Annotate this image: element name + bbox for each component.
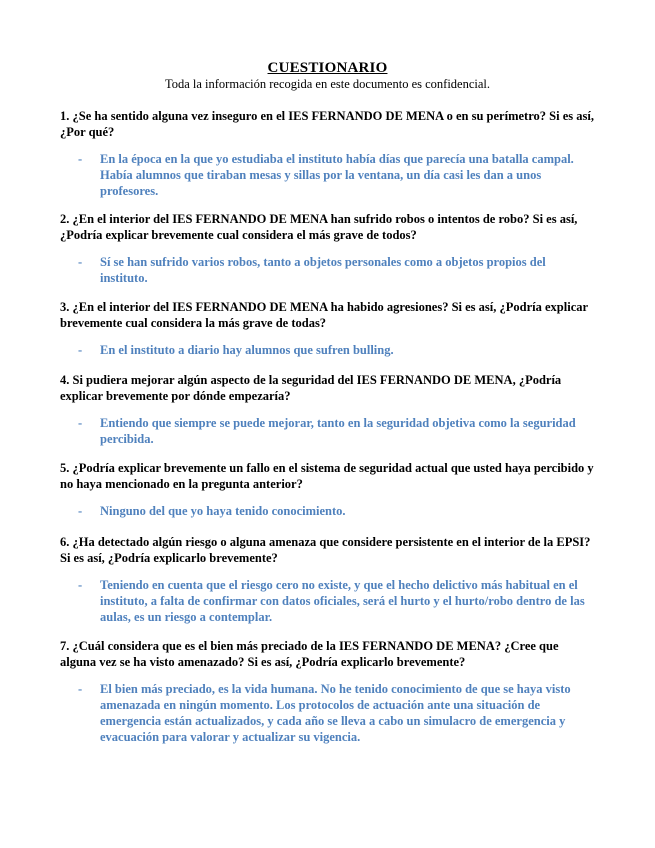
answer-5 (60, 503, 595, 519)
qa-item-5 (60, 460, 595, 519)
answer-1 (60, 151, 595, 199)
answer-text: Ninguno del que yo haya tenido conocimiento. (100, 504, 346, 518)
question-1: 1. ¿Se ha sentido alguna vez inseguro en el IES FERNANDO DE MENA o en su perímetro? Si es así, ¿Por qué? (60, 109, 594, 139)
answer-text: En la época en la que yo estudiaba el instituto había días que parecía una batalla campal. Había alumnos que tiraban mesas y sillas por la ventana, un día casi les dan a unos profesores. (100, 152, 574, 198)
answer-text: Entiendo que siempre se puede mejorar, tanto en la seguridad objetiva como la seguridad percibida. (100, 416, 576, 446)
answer-text: El bien más preciado, es la vida humana. No he tenido conocimiento de que se haya visto amenazada en ningún momento. Los protocolos de actuación ante una situación de emergencia están actualizados, y cada año se lleva a cabo un simulacro de emergencia y evacuación para valorar y actualizar su vigencia. (100, 682, 571, 744)
answer-bullet: - (78, 255, 83, 269)
answer-text: En el instituto a diario hay alumnos que sufren bulling. (100, 343, 394, 357)
answer-3 (60, 342, 595, 358)
qa-item-6 (60, 534, 595, 625)
qa-item-2 (60, 211, 595, 286)
question-7: 7. ¿Cuál considera que es el bien más preciado de la IES FERNANDO DE MENA? ¿Cree que alguna vez se ha visto amenazado? Si es así, ¿Podría explicarlo brevemente? (60, 639, 559, 669)
document-title: CUESTIONARIO (267, 60, 388, 76)
qa-item-4 (60, 372, 595, 447)
question-6: 6. ¿Ha detectado algún riesgo o alguna amenaza que considere persistente en el interior de la EPSI? Si es así, ¿Podría explicarlo brevemente? (60, 535, 591, 565)
answer-bullet: - (78, 504, 83, 518)
answer-2 (60, 254, 595, 286)
qa-item-1 (60, 108, 595, 199)
question-4: 4. Si pudiera mejorar algún aspecto de la seguridad del IES FERNANDO DE MENA, ¿Podría explicar brevemente por dónde empezaría? (60, 373, 562, 403)
answer-4 (60, 415, 595, 447)
answer-text: Sí se han sufrido varios robos, tanto a objetos personales como a objetos propios del instituto. (100, 255, 546, 285)
answer-bullet: - (78, 152, 83, 166)
question-5: 5. ¿Podría explicar brevemente un fallo en el sistema de seguridad actual que usted haya percibido y no haya mencionado en la pregunta anterior? (60, 461, 594, 491)
answer-bullet: - (78, 682, 83, 696)
answer-bullet: - (78, 343, 83, 357)
answer-text: Teniendo en cuenta que el riesgo cero no existe, y que el hecho delictivo más habitual en el instituto, a falta de confirmar con datos oficiales, será el hurto y el hurto/robo dentro de las aulas, es un riesgo a contemplar. (100, 578, 585, 624)
answer-bullet: - (78, 416, 83, 430)
answer-6 (60, 577, 595, 625)
answer-7 (60, 681, 595, 745)
question-3: 3. ¿En el interior del IES FERNANDO DE MENA ha habido agresiones? Si es así, ¿Podría explicar brevemente cual considera la más grave de todas? (60, 300, 588, 330)
confidentiality-note: Toda la información recogida en este documento es confidencial. (164, 77, 491, 91)
question-2: 2. ¿En el interior del IES FERNANDO DE MENA han sufrido robos o intentos de robo? Si es así, ¿Podría explicar brevemente cual considera el más grave de todos? (60, 212, 578, 242)
qa-item-7 (60, 638, 595, 745)
qa-item-3 (60, 299, 595, 358)
answer-bullet: - (78, 578, 83, 592)
